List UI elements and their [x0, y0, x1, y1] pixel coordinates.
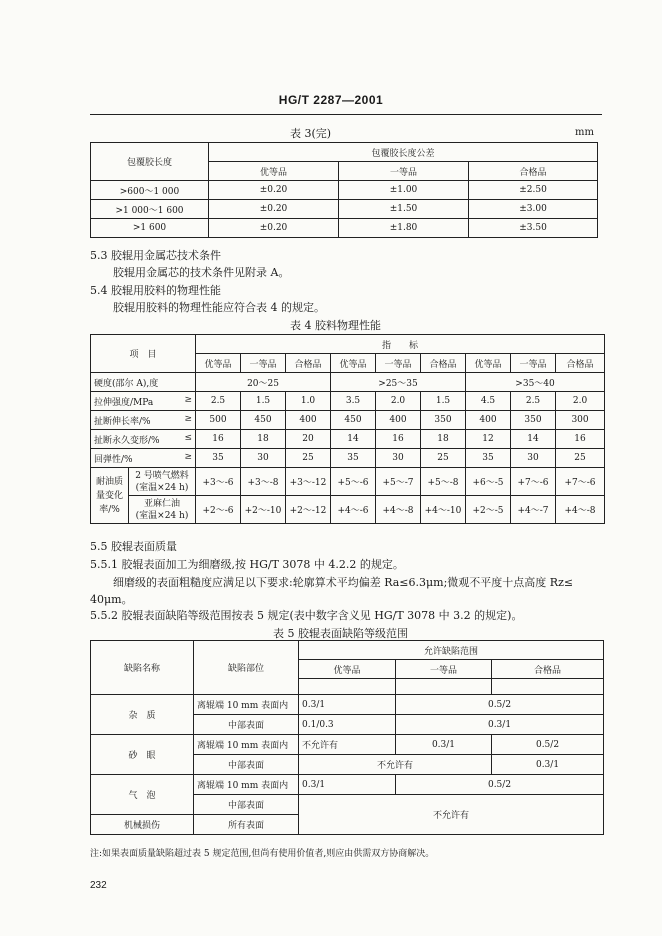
table4-cell: +4～-8	[376, 496, 421, 524]
table4-row-label-cell	[91, 392, 196, 411]
table5-cell: 0.5/2	[492, 735, 604, 755]
section-5-4-title: 5.4 胶辊用胶料的物理性能	[90, 284, 221, 297]
table5-cell: 0.3/1	[396, 735, 492, 755]
table3-cell: ±3.00	[469, 200, 598, 219]
page-number: 232	[90, 880, 107, 891]
table5-defect-part: 中部表面	[194, 795, 299, 815]
table5-cell: 0.5/2	[396, 695, 604, 715]
table4-row-label: 硬度(邵尔 A),度	[91, 373, 196, 392]
table4-cell: 2.5	[511, 392, 556, 411]
table5-empty-cell	[396, 679, 492, 695]
table4-cell: +2～-6	[196, 496, 241, 524]
table4-caption: 表 4 胶料物理性能	[290, 319, 381, 332]
table4-cell: 20	[286, 430, 331, 449]
table-row	[91, 200, 598, 219]
table-row	[91, 496, 605, 524]
table-row	[91, 181, 598, 200]
table4-cell: 35	[331, 449, 376, 468]
table4-cell: 350	[511, 411, 556, 430]
table4-row-label: 回弹性/%	[94, 454, 133, 465]
table4-cell: 35	[196, 449, 241, 468]
table4-cell: 30	[241, 449, 286, 468]
table3-header-length: 包覆胶长度	[91, 143, 209, 181]
table4-cell: +4～-7	[511, 496, 556, 524]
table5-cell: 0.5/2	[396, 775, 604, 795]
table4-cell: >25～35	[331, 373, 466, 392]
table5-cell: 不允许有	[299, 735, 396, 755]
table5-cell: 不允许有	[299, 795, 604, 835]
table4-cell: 25	[286, 449, 331, 468]
table4-cell: 400	[376, 411, 421, 430]
table3	[90, 142, 598, 238]
table4-cell: +3～-12	[286, 468, 331, 496]
table4-cell: 25	[421, 449, 466, 468]
table4-oil-medium	[129, 468, 196, 496]
table4-grade: 优等品	[196, 354, 241, 373]
table4-cell: +6～-5	[466, 468, 511, 496]
table4-grade: 一等品	[241, 354, 286, 373]
table4-cell: 20～25	[196, 373, 331, 392]
table4-cell: +5～-6	[331, 468, 376, 496]
table5-empty-cell	[299, 679, 396, 695]
table4-cell: 3.5	[331, 392, 376, 411]
table5-cell: 0.3/1	[299, 775, 396, 795]
table4-header-indicator: 指 标	[196, 335, 605, 354]
table4-cell: 35	[466, 449, 511, 468]
table4-cell: 16	[556, 430, 605, 449]
table4-cell: 450	[331, 411, 376, 430]
table3-grade: 优等品	[209, 162, 339, 181]
table4-row-sign: ≥	[184, 451, 193, 462]
table3-grade: 合格品	[469, 162, 598, 181]
table-row	[91, 468, 605, 496]
table4-grade: 合格品	[556, 354, 605, 373]
table4-cell: 14	[511, 430, 556, 449]
table4-cell: 1.5	[241, 392, 286, 411]
table5-defect-name: 砂 眼	[91, 735, 194, 775]
table4-oil-medium-cond: (室温×24 h)	[135, 482, 189, 493]
table-row	[91, 373, 605, 392]
table4-grade: 一等品	[376, 354, 421, 373]
table5-header-part: 缺陷部位	[194, 641, 299, 695]
table4-row-label-cell	[91, 430, 196, 449]
table4-grade: 一等品	[511, 354, 556, 373]
table5-defect-part: 所有表面	[194, 815, 299, 835]
table3-cell: ±0.20	[209, 200, 339, 219]
table5-grade: 优等品	[299, 660, 396, 679]
table5-cell: 0.3/1	[299, 695, 396, 715]
section-5-3-title: 5.3 胶辊用金属芯技术条件	[90, 249, 221, 262]
table3-cell: >600～1 000	[91, 181, 209, 200]
table5-defect-part: 中部表面	[194, 715, 299, 735]
table4-cell: 18	[241, 430, 286, 449]
table3-unit: mm	[575, 127, 594, 138]
table4-cell: +3～-8	[241, 468, 286, 496]
table4-row-label-cell	[91, 449, 196, 468]
table5-cell: 0.1/0.3	[299, 715, 396, 735]
table4-cell: 1.5	[421, 392, 466, 411]
table4-grade: 合格品	[286, 354, 331, 373]
section-5-5-1: 5.5.1 胶辊表面加工为细磨级,按 HG/T 3078 中 4.2.2 的规定。	[90, 558, 404, 571]
table4-grade: 优等品	[331, 354, 376, 373]
table4-row-sign: ≥	[184, 394, 193, 405]
table5-caption: 表 5 胶辊表面缺陷等级范围	[273, 627, 408, 640]
table4-cell: +2～-10	[241, 496, 286, 524]
table5-empty-cell	[492, 679, 604, 695]
table4-cell: 450	[241, 411, 286, 430]
table3-cell: ±0.20	[209, 219, 339, 238]
table4-grade: 优等品	[466, 354, 511, 373]
table5-cell: 0.3/1	[492, 755, 604, 775]
table4-cell: 2.0	[376, 392, 421, 411]
table4-cell: 30	[376, 449, 421, 468]
table4-cell: 14	[331, 430, 376, 449]
table4-cell: 350	[421, 411, 466, 430]
standard-header: HG/T 2287—2001	[278, 93, 384, 107]
table4	[90, 334, 605, 524]
table3-cell: ±1.00	[339, 181, 469, 200]
section-5-3-text: 胶辊用金属芯的技术条件见附录 A。	[113, 266, 290, 279]
table4-cell: +3～-6	[196, 468, 241, 496]
section-5-4-text: 胶辊用胶料的物理性能应符合表 4 的规定。	[113, 301, 325, 314]
table4-oil-label-line: 耐油质	[95, 476, 123, 487]
table-row	[91, 411, 605, 430]
table5-cell: 0.3/1	[396, 715, 604, 735]
table3-cell: ±3.50	[469, 219, 598, 238]
table4-row-sign: ≤	[184, 432, 193, 443]
table4-oil-medium-name: 2 号喷气燃料	[135, 470, 189, 481]
table-row	[91, 449, 605, 468]
table-row	[91, 219, 598, 238]
table5-defect-name: 杂 质	[91, 695, 194, 735]
table4-cell: 1.0	[286, 392, 331, 411]
section-5-5-1-text-end: 40μm。	[90, 593, 133, 606]
header-rule	[90, 114, 602, 115]
table-row	[91, 392, 605, 411]
table4-cell: +7～-6	[511, 468, 556, 496]
table5-defect-part: 离辊端 10 mm 表面内	[194, 775, 299, 795]
table4-cell: 2.5	[196, 392, 241, 411]
table4-grade: 合格品	[421, 354, 466, 373]
table4-cell: 500	[196, 411, 241, 430]
table5-defect-name: 机械损伤	[91, 815, 194, 835]
table4-cell: 400	[286, 411, 331, 430]
table5-grade: 合格品	[492, 660, 604, 679]
table4-cell: 30	[511, 449, 556, 468]
table4-row-label: 扯断伸长率/%	[94, 416, 151, 427]
table3-cell: ±0.20	[209, 181, 339, 200]
table5-header-name: 缺陷名称	[91, 641, 194, 695]
table4-oil-label	[91, 468, 129, 524]
table5-note: 注:如果表面质量缺陷超过表 5 规定范围,但尚有使用价值者,则应由供需双方协商解决。	[90, 849, 435, 859]
table4-row-sign: ≥	[184, 413, 193, 424]
table5-cell: 不允许有	[299, 755, 492, 775]
table4-oil-label-line: 量变化	[95, 490, 123, 501]
table-row	[91, 695, 604, 715]
table5-defect-part: 中部表面	[194, 755, 299, 775]
table4-cell: 4.5	[466, 392, 511, 411]
table4-cell: >35～40	[466, 373, 605, 392]
table4-cell: 18	[421, 430, 466, 449]
table3-cell: ±2.50	[469, 181, 598, 200]
section-5-5-1-text: 细磨级的表面粗糙度应满足以下要求:轮廓算术平均偏差 Ra≤6.3μm;微观不平度十点高度 Rz≤	[113, 576, 574, 589]
table4-cell: +4～-8	[556, 496, 605, 524]
section-5-5-title: 5.5 胶辊表面质量	[90, 540, 177, 553]
table4-oil-medium	[129, 496, 196, 524]
table5-defect-part: 离辊端 10 mm 表面内	[194, 695, 299, 715]
table4-cell: +4～-10	[421, 496, 466, 524]
table4-header-item: 项 目	[91, 335, 196, 373]
table3-cell: ±1.80	[339, 219, 469, 238]
table5-defect-part: 离辊端 10 mm 表面内	[194, 735, 299, 755]
table4-cell: 2.0	[556, 392, 605, 411]
table4-cell: 300	[556, 411, 605, 430]
table4-cell: +5～-7	[376, 468, 421, 496]
table3-cell: ±1.50	[339, 200, 469, 219]
table4-cell: +5～-8	[421, 468, 466, 496]
table4-oil-medium-cond: (室温×24 h)	[135, 510, 189, 521]
table4-cell: +4～-6	[331, 496, 376, 524]
table4-cell: +2～-12	[286, 496, 331, 524]
table-row	[91, 775, 604, 795]
table4-row-label: 拉伸强度/MPa	[94, 397, 154, 408]
table4-oil-label-line: 率/%	[99, 504, 120, 515]
table5-grade: 一等品	[396, 660, 492, 679]
table4-oil-medium-name: 亚麻仁油	[144, 498, 181, 509]
table4-row-label: 扯断永久变形/%	[94, 435, 160, 446]
table-row	[91, 735, 604, 755]
table4-cell: 16	[376, 430, 421, 449]
table4-cell: 25	[556, 449, 605, 468]
table5	[90, 640, 604, 835]
table3-header-tolerance: 包覆胶长度公差	[209, 143, 598, 162]
table3-cell: >1 600	[91, 219, 209, 238]
table4-cell: 400	[466, 411, 511, 430]
table4-row-label-cell	[91, 411, 196, 430]
table3-caption: 表 3(完)	[290, 127, 332, 140]
table4-cell: +7～-6	[556, 468, 605, 496]
table4-cell: 16	[196, 430, 241, 449]
table-row	[91, 430, 605, 449]
table4-cell: 12	[466, 430, 511, 449]
table3-grade: 一等品	[339, 162, 469, 181]
table4-cell: +2～-5	[466, 496, 511, 524]
table5-header-range: 允许缺陷范围	[299, 641, 604, 660]
table5-defect-name: 气 泡	[91, 775, 194, 815]
table3-cell: >1 000～1 600	[91, 200, 209, 219]
section-5-5-2: 5.5.2 胶辊表面缺陷等级范围按表 5 规定(表中数字含义见 HG/T 3078 中 3.2 的规定)。	[90, 609, 523, 622]
